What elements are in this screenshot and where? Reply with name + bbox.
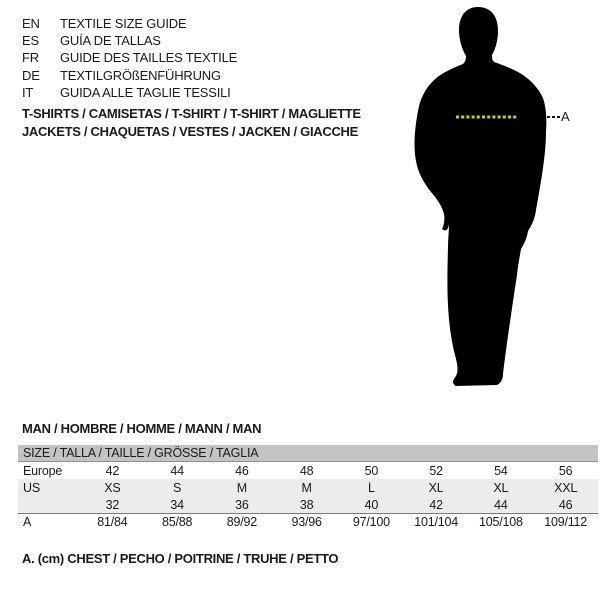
language-code: FR [22, 50, 39, 66]
size-table-header: SIZE / TALLA / TAILLE / GRÖSSE / TAGLIA [18, 445, 598, 462]
size-cell: 54 [494, 463, 508, 478]
size-cell: 50 [364, 463, 379, 478]
size-cell: 38 [299, 497, 314, 512]
section-title-man: MAN / HOMBRE / HOMME / MANN / MAN [22, 421, 262, 436]
size-cell: 52 [429, 463, 443, 478]
table-row-numeric [18, 496, 598, 513]
category-jackets: JACKETS / CHAQUETAS / VESTES / JACKEN / GIACCHE [22, 124, 358, 139]
size-cell: L [367, 480, 375, 495]
size-cell: 42 [429, 497, 443, 512]
language-code: IT [22, 84, 34, 100]
size-cell: XL [493, 480, 509, 495]
size-cell: 48 [299, 463, 314, 478]
row-label: A [23, 515, 32, 529]
size-cell: 46 [235, 463, 249, 478]
size-cell: S [173, 480, 182, 495]
size-cell: 105/108 [478, 515, 523, 529]
size-cell: 85/88 [161, 515, 193, 529]
size-cell: 32 [105, 497, 120, 512]
man-silhouette-shape [415, 7, 547, 386]
language-label: TEXTILE SIZE GUIDE [60, 16, 187, 32]
size-cell: XS [104, 480, 121, 495]
size-cell: 40 [364, 497, 379, 512]
footnote-chest: A. (cm) CHEST / PECHO / POITRINE / TRUHE / PETTO [22, 551, 339, 566]
language-row-de [22, 67, 237, 84]
language-row-es [22, 32, 237, 49]
size-cell: 89/92 [226, 515, 258, 529]
measure-label-a: A [561, 109, 570, 124]
language-label: GUIDA ALLE TAGLIE TESSILI [60, 84, 231, 100]
language-code: DE [22, 67, 40, 83]
size-cell: XXL [554, 480, 578, 495]
man-silhouette-svg [400, 3, 570, 393]
language-label: TEXTILGRÖßENFÜHRUNG [60, 67, 221, 83]
language-row-fr [22, 49, 237, 66]
size-cell: 36 [235, 497, 249, 512]
language-row-it [22, 84, 237, 101]
size-cell: M [301, 480, 312, 495]
size-cell: 44 [170, 463, 184, 478]
size-cell: 56 [558, 463, 573, 478]
table-row-chest-a [18, 513, 598, 530]
language-label: GUIDE DES TAILLES TEXTILE [60, 50, 238, 66]
size-cell: 93/96 [291, 515, 322, 529]
language-list [22, 15, 237, 101]
size-cell: 101/104 [414, 515, 459, 529]
man-silhouette [400, 3, 570, 393]
size-cell: M [236, 480, 247, 495]
language-code: ES [22, 33, 39, 49]
size-cell: 34 [170, 497, 184, 512]
size-cell: 97/100 [352, 515, 390, 529]
size-cell: 44 [494, 497, 508, 512]
table-row-us [18, 479, 598, 496]
language-row-en [22, 15, 237, 32]
garment-categories [22, 106, 361, 142]
category-tshirts: T-SHIRTS / CAMISETAS / T-SHIRT / T-SHIRT / MAGLIETTE [22, 106, 361, 121]
language-code: EN [22, 16, 40, 32]
size-cell: 109/112 [544, 515, 588, 529]
size-cell: 42 [105, 463, 120, 478]
table-row-europe [18, 462, 598, 479]
size-cell: 46 [558, 497, 573, 512]
row-label: Europe [23, 463, 63, 478]
size-table [18, 445, 598, 530]
row-label: US [23, 480, 40, 495]
language-label: GUÍA DE TALLAS [60, 33, 161, 49]
size-cell: 81/84 [97, 515, 128, 529]
size-cell: XL [428, 480, 444, 495]
